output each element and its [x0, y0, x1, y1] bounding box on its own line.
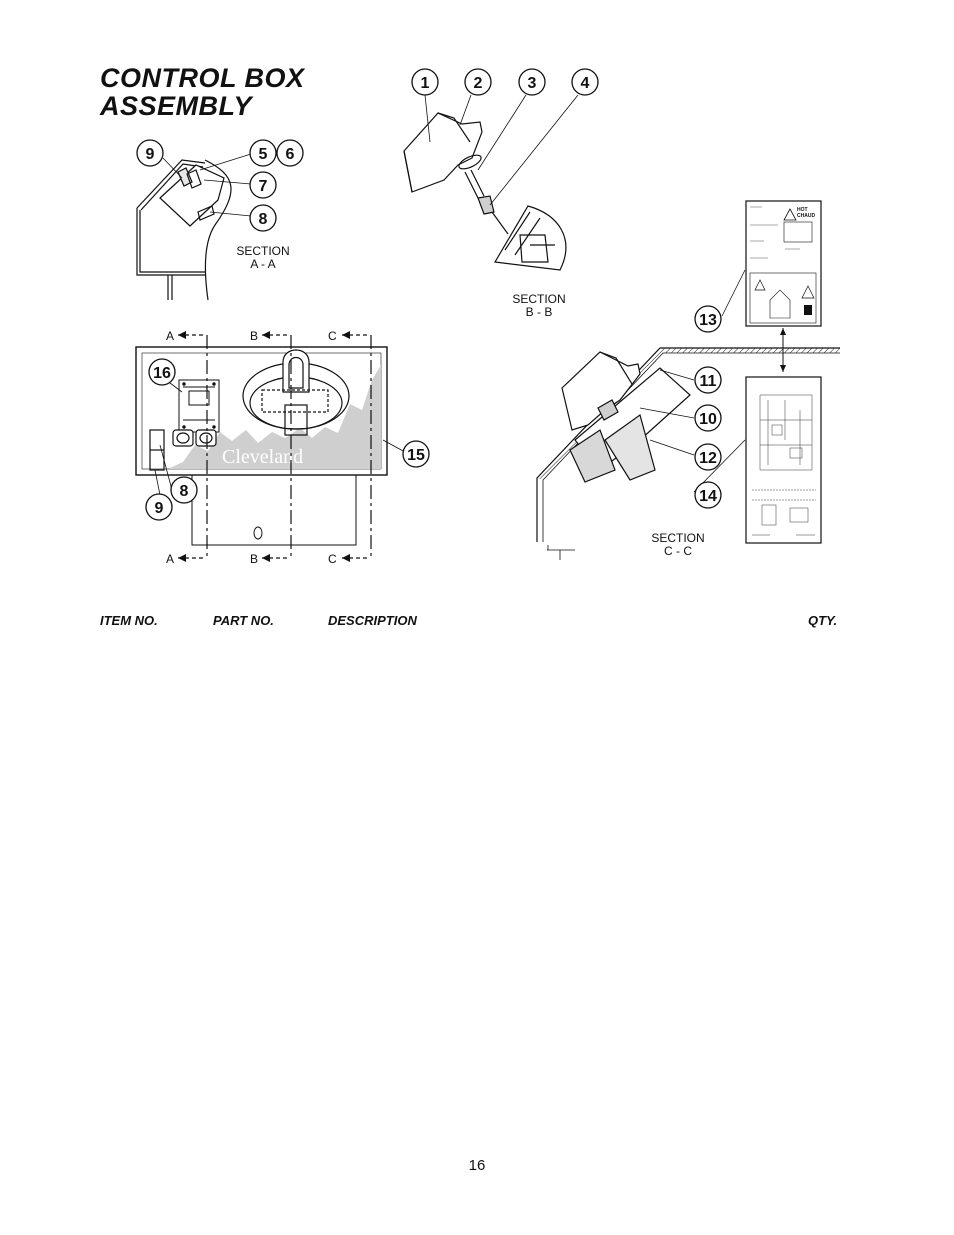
warning-label	[746, 201, 821, 326]
callout-9-top	[137, 140, 163, 166]
cut-label-a-bottom: A	[166, 552, 175, 566]
table-header-item-no: ITEM NO.	[100, 613, 158, 628]
page-number: 16	[468, 1157, 486, 1174]
callout-1	[412, 69, 438, 95]
callout-10	[695, 405, 721, 431]
svg-text:8: 8	[258, 211, 268, 228]
section-a-a-line-2: A - A	[250, 257, 276, 271]
svg-text:6: 6	[285, 146, 295, 163]
svg-text:3: 3	[527, 75, 537, 92]
section-c-c-line-2: C - C	[664, 544, 692, 558]
control-knob	[243, 350, 349, 435]
svg-text:9: 9	[154, 500, 164, 517]
callout-11	[695, 367, 721, 393]
callout-14	[695, 482, 721, 508]
svg-text:13: 13	[699, 312, 717, 329]
cut-label-b-bottom: B	[250, 552, 259, 566]
svg-text:5: 5	[258, 146, 268, 163]
cut-label-b-top: B	[250, 329, 259, 343]
label-chaud: CHAUD	[797, 213, 816, 219]
wiring-diagram	[746, 377, 821, 543]
callout-6	[277, 140, 303, 166]
section-c-c-label	[651, 531, 704, 558]
section-b-b-label	[512, 292, 565, 319]
callout-16	[149, 359, 175, 385]
svg-text:9: 9	[145, 146, 155, 163]
callout-8-bottom	[171, 477, 197, 503]
svg-text:8: 8	[179, 483, 189, 500]
svg-text:4: 4	[580, 75, 590, 92]
svg-text:15: 15	[407, 447, 425, 464]
svg-text:1: 1	[420, 75, 430, 92]
table-header-part-no: PART NO.	[213, 613, 274, 628]
callout-15	[403, 441, 429, 467]
callout-2	[465, 69, 491, 95]
svg-text:2: 2	[473, 75, 483, 92]
callout-8-top	[250, 205, 276, 231]
control-box-drawing	[0, 0, 954, 600]
callout-13	[695, 306, 721, 332]
svg-text:10: 10	[699, 411, 717, 428]
svg-text:12: 12	[699, 450, 717, 467]
table-header-description: DESCRIPTION	[328, 613, 417, 628]
svg-text:11: 11	[699, 373, 717, 390]
brand-logo: Cleveland	[222, 446, 304, 468]
svg-text:14: 14	[699, 488, 717, 505]
page-title-line-1: CONTROL BOX	[100, 63, 305, 93]
section-b-b-line-2: B - B	[525, 305, 553, 319]
section-c-c-line-1: SECTION	[651, 531, 705, 545]
table-header-qty: QTY.	[808, 613, 838, 628]
page-title-line-2: ASSEMBLY	[100, 91, 253, 121]
callout-4	[572, 69, 598, 95]
section-a-a-label	[236, 244, 289, 271]
cut-label-a-top: A	[166, 329, 175, 343]
callout-7	[250, 172, 276, 198]
callout-9-bottom	[146, 494, 172, 520]
cut-label-c-bottom: C	[328, 552, 337, 566]
callout-3	[519, 69, 545, 95]
section-a-a-line-1: SECTION	[236, 244, 290, 258]
section-b-b-view	[404, 113, 566, 270]
svg-text:7: 7	[258, 178, 268, 195]
section-b-b-line-1: SECTION	[512, 292, 566, 306]
callout-5	[250, 140, 276, 166]
label-hot: HOT	[797, 207, 808, 213]
callout-12	[695, 444, 721, 470]
svg-text:16: 16	[153, 365, 171, 382]
cut-label-c-top: C	[328, 329, 337, 343]
contactor	[179, 380, 219, 432]
